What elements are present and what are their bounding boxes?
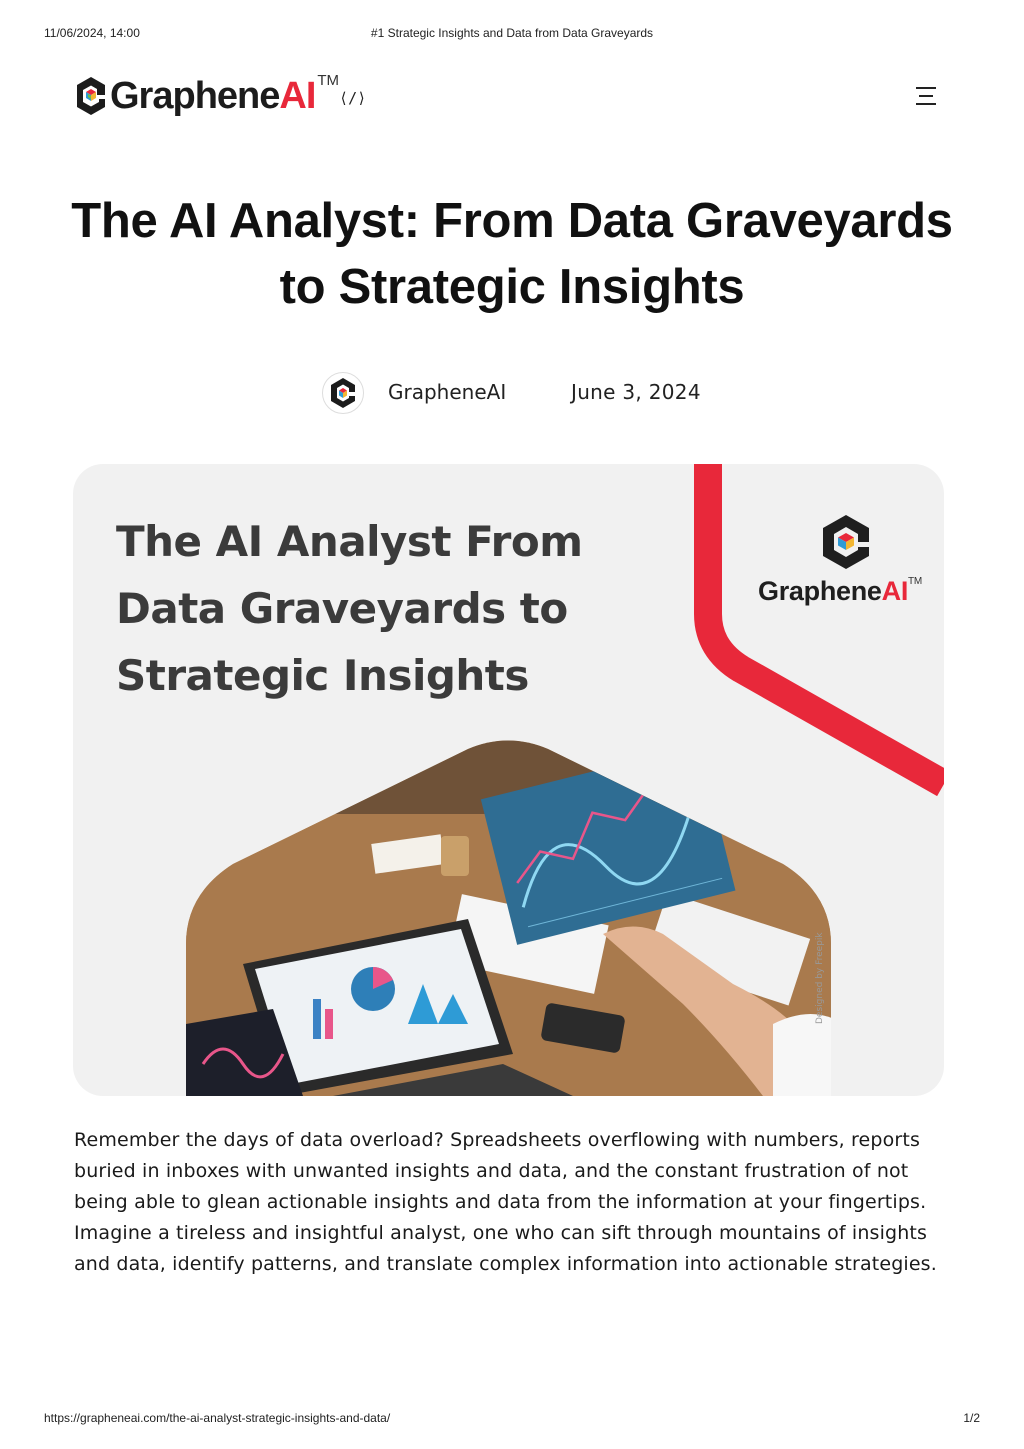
workspace-photo [173,724,853,1096]
publish-date: June 3, 2024 [571,380,701,404]
site-header [74,72,944,120]
intro-paragraph: Remember the days of data overload? Spreadsheets overflowing with numbers, reports buried in inboxes with unwanted insights and data, and the constant frustration of not being able to glean actionable insights and data from the information at your fingertips. Imagine a tireless and insightful analyst, one who can sift through mountains of insights and data, identify patterns, and translate complex information into actionable strategies. [74,1129,937,1275]
article-byline [322,372,742,414]
logo-wordmark: GrapheneAI [110,75,316,117]
print-datetime: 11/06/2024, 14:00 [44,26,140,40]
site-logo-link[interactable] [74,72,366,120]
graphene-hexagon-g-icon [74,75,108,117]
print-url: https://grapheneai.com/the-ai-analyst-strategic-insights-and-data/ [44,1411,391,1425]
print-page-title: #1 Strategic Insights and Data from Data Graveyards [370,26,654,40]
logo-trademark: TM [317,72,340,89]
print-page-number: 1/2 [963,1411,980,1425]
hamburger-menu-button[interactable] [914,84,938,108]
print-footer [0,1411,1024,1427]
hamburger-menu-icon [914,84,938,108]
author-avatar[interactable] [322,372,364,414]
image-credit: Designed by Freepik [815,932,825,1024]
code-brackets-icon: ⟨/⟩ [339,89,367,107]
author-name-link[interactable]: GrapheneAI [388,380,507,404]
hero-headline: The AI Analyst From Data Graveyards to Strategic Insights [116,517,583,700]
graphene-hexagon-g-icon [819,512,873,572]
hero-image [73,464,944,1096]
print-header [0,26,1024,42]
article-title: The AI Analyst: From Data Graveyards to Strategic Insights [71,194,953,314]
hero-brand-wordmark: GrapheneAI™ [758,576,922,606]
